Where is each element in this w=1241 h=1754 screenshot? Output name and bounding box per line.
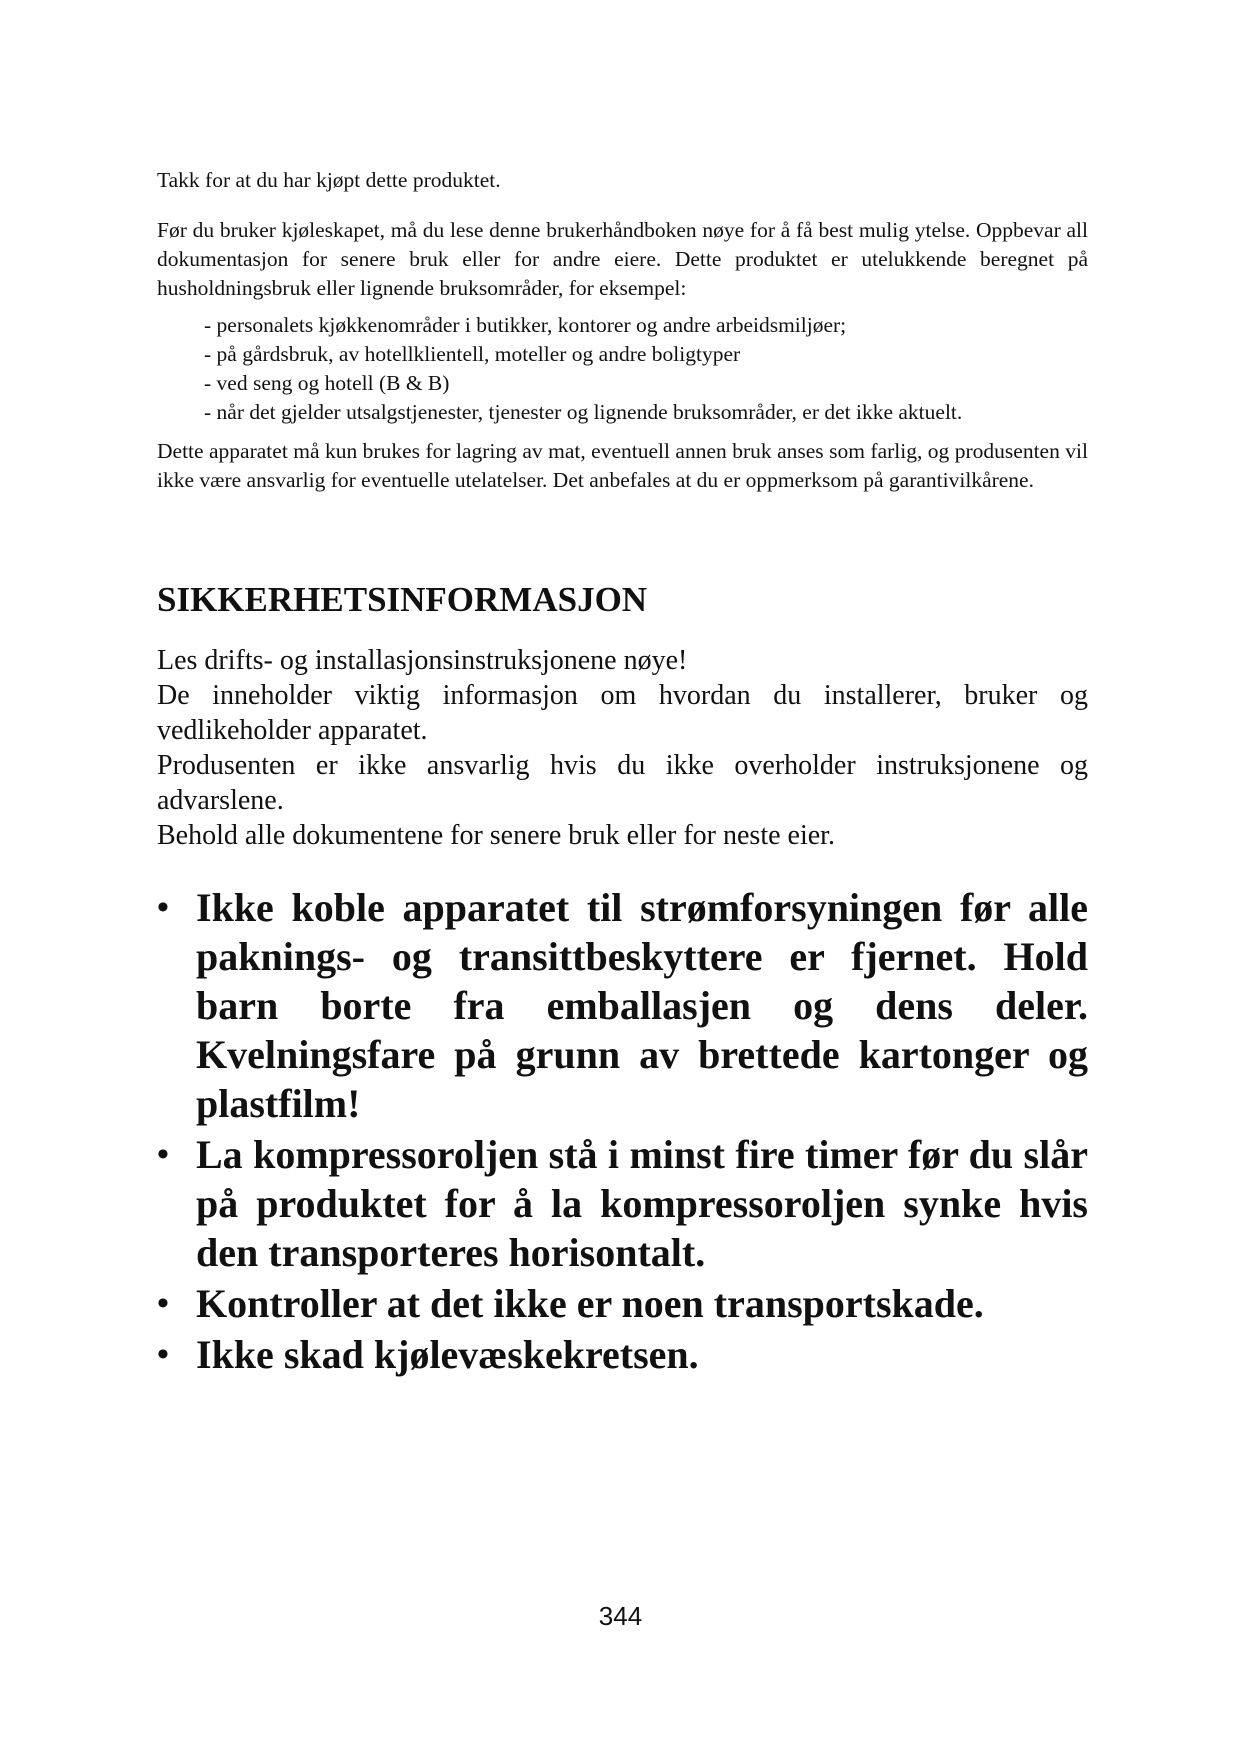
bullet-icon: • — [157, 1336, 169, 1373]
usage-list-item: - på gårdsbruk, av hotellklientell, moteller og andre boligtyper — [204, 342, 741, 366]
safety-heading: SIKKERHETSINFORMASJON — [157, 580, 648, 619]
safety-intro-line: De inneholder viktig informasjon om hvordan du installerer, bruker og vedlikeholder apparatet. — [157, 680, 1088, 746]
warning-item — [157, 1330, 1088, 1379]
warning-list — [157, 883, 1088, 1379]
warning-text: La kompressoroljen stå i minst fire timer før du slår på produktet for å la kompressoroljen synke hvis den transporteres horisontalt. — [196, 1132, 1088, 1275]
page-number: 344 — [598, 1601, 643, 1631]
warning-text: Kontroller at det ikke er noen transportskade. — [196, 1281, 984, 1326]
usage-list-item: - når det gjelder utsalgstjenester, tjenester og lignende bruksområder, er det ikke aktuelt. — [204, 400, 963, 424]
safety-intro-line: Les drifts- og installasjonsinstruksjonene nøye! — [157, 645, 688, 676]
warning-item — [157, 1279, 1088, 1328]
warning-item — [157, 1130, 1088, 1277]
usage-list — [157, 311, 1088, 427]
page-content — [157, 166, 1088, 1381]
usage-list-item: - ved seng og hotell (B & B) — [204, 371, 450, 395]
bullet-icon: • — [157, 889, 169, 926]
warning-item — [157, 883, 1088, 1128]
usage-list-item: - personalets kjøkkenområder i butikker, kontorer og andre arbeidsmiljøer; — [204, 313, 847, 337]
safety-intro-line: Behold alle dokumentene for senere bruk eller for neste eier. — [157, 820, 835, 851]
bullet-icon: • — [157, 1285, 169, 1322]
safety-intro-line: Produsenten er ikke ansvarlig hvis du ikke overholder instruksjonene og advarslene. — [157, 750, 1088, 816]
thanks-paragraph: Takk for at du har kjøpt dette produktet. — [157, 168, 501, 192]
bullet-icon: • — [157, 1136, 169, 1173]
safety-intro — [157, 643, 1088, 853]
warning-text: Ikke koble apparatet til strømforsyningen før alle paknings- og transittbeskyttere er fjernet. Hold barn borte fra emballasjen og dens deler. Kvelningsfare på grunn av brettede kartonger og plastfilm! — [196, 885, 1088, 1126]
warning-text: Ikke skad kjølevæskekretsen. — [196, 1332, 699, 1377]
disclaimer-paragraph: Dette apparatet må kun brukes for lagring av mat, eventuell annen bruk anses som farlig, og produsenten vil ikke være ansvarlig for eventuelle utelatelser. Det anbefales at du er oppmerksom på garantivilkårene. — [157, 439, 1088, 492]
intro-paragraph: Før du bruker kjøleskapet, må du lese denne brukerhåndboken nøye for å få best mulig ytelse. Oppbevar all dokumentasjon for senere bruk eller for andre eiere. Dette produktet er utelukkende beregnet på husholdningsbruk eller lignende bruksområder, for eksempel: — [157, 218, 1088, 300]
